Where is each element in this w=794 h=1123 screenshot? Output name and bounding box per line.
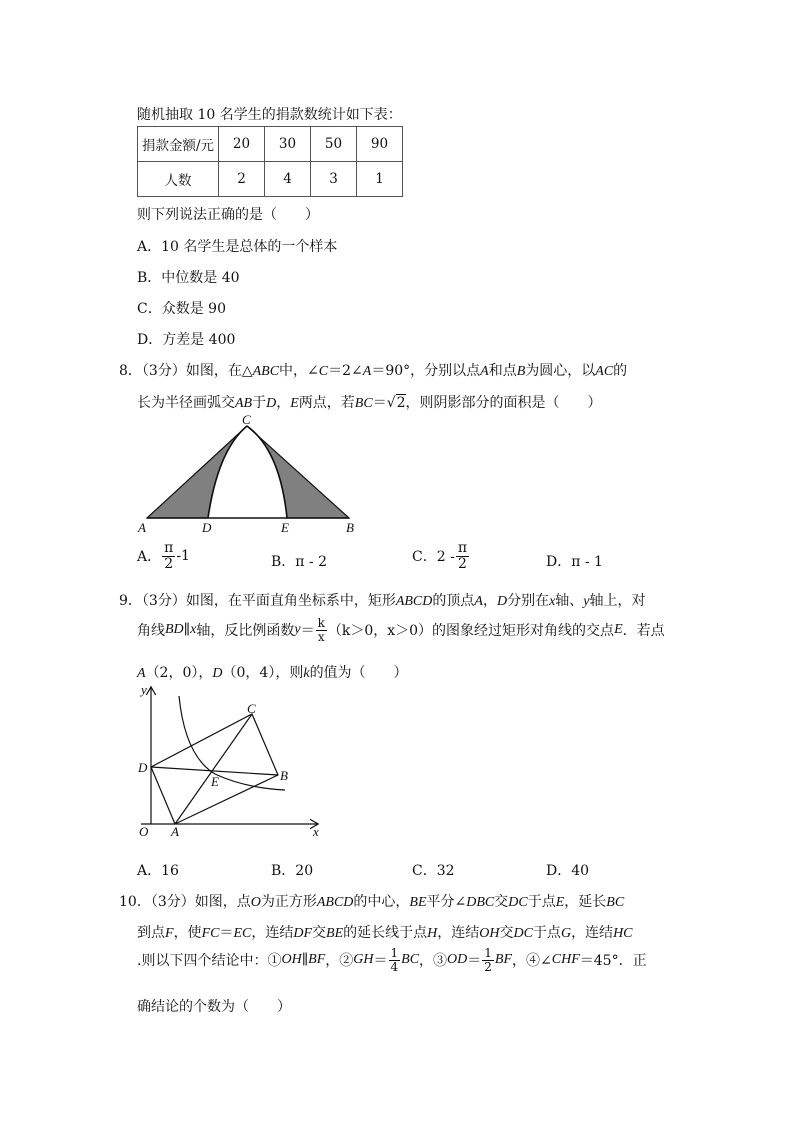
q8-option-c[interactable]: C．2 - $\frac{\pi}{2}$	[412, 540, 468, 572]
label-c: C	[247, 701, 256, 716]
label-x: x	[313, 824, 319, 839]
q10-line-2: 到点F，使FC＝EC，连结DF交BE的延长线于点H，连结OH交DC于点G，连结HC	[137, 925, 633, 941]
table-row	[138, 127, 403, 162]
q9-figure	[135, 682, 330, 842]
q9-option-b[interactable]: B．20	[271, 863, 314, 879]
table-cell: 1	[357, 162, 403, 197]
q9-option-c[interactable]: C．32	[412, 863, 455, 879]
table-cell: 2	[219, 162, 265, 197]
q7-option-b[interactable]: B．中位数是 40	[137, 270, 240, 286]
q7-intro: 随机抽取 10 名学生的捐款数统计如下表：	[137, 107, 402, 123]
donation-table	[137, 126, 403, 197]
label-a: A	[171, 824, 179, 839]
q8-option-d[interactable]: D．π - 1	[546, 554, 603, 570]
table-row	[138, 162, 403, 197]
q7-option-c[interactable]: C．众数是 90	[137, 301, 226, 317]
q7-option-a[interactable]: A．10 名学生是总体的一个样本	[137, 239, 338, 255]
label-e: E	[281, 520, 289, 535]
q8-line-2: 长为半径画弧交AB于D，E两点，若BC＝√2，则阴影部分的面积是（ ）	[137, 395, 602, 411]
shaded-region-right	[247, 426, 349, 518]
q9-line-3: A（2，0），D（0，4），则k的值为（ ）	[137, 665, 408, 681]
table-cell: 20	[219, 127, 265, 162]
table-cell: 4	[265, 162, 311, 197]
table-cell: 30	[265, 127, 311, 162]
table-cell: 90	[357, 127, 403, 162]
q9-line-1: 9．（3分）如图，在平面直角坐标系中，矩形ABCD的顶点A，D分别在x轴、y轴上，对	[119, 593, 646, 609]
q8-option-a[interactable]: A． $\frac{\pi}{2}$ -1	[137, 540, 190, 572]
q10-line-1: 10．（3分）如图，点O为正方形ABCD的中心，BE平分∠DBC交DC于点E，延长BC	[119, 894, 625, 910]
table-cell: 50	[311, 127, 357, 162]
table-header-count: 人数	[138, 162, 219, 197]
q8-option-b[interactable]: B．π - 2	[271, 554, 328, 570]
rectangle-abcd	[151, 714, 278, 824]
q9-option-a[interactable]: A．16	[137, 863, 179, 879]
label-b: B	[280, 768, 288, 783]
label-d: D	[202, 520, 212, 535]
label-b: B	[346, 520, 354, 535]
q8-line-1: 8．（3分）如图，在△ABC中，∠C＝2∠A＝90°，分别以点A和点B为圆心，以AC的	[119, 363, 628, 379]
table-header-amount: 捐款金额/元	[138, 127, 219, 162]
q9-option-d[interactable]: D．40	[546, 863, 590, 879]
q10-line-4: 确结论的个数为（ ）	[137, 999, 291, 1015]
table-cell: 3	[311, 162, 357, 197]
label-a: A	[138, 520, 146, 535]
label-e: E	[211, 774, 219, 789]
label-y: y	[141, 682, 147, 697]
q10-line-3: .则以下四个结论中：①OH∥BF，②GH＝ $\frac{1}{4}$ BC，③OD＝ $\frac{1}{2}$ BF，④∠CHF＝45°．正	[137, 946, 647, 974]
q7-option-d[interactable]: D．方差是 400	[137, 332, 236, 348]
q8-figure	[130, 414, 370, 539]
q9-line-2: 角线BD∥x轴，反比例函数y＝ $\frac{k}{x}$ （k＞0，x＞0）的图象经过矩形对角线的交点E．若点	[137, 616, 665, 644]
q7-question: 则下列说法正确的是（ ）	[137, 207, 319, 223]
label-c: C	[242, 414, 251, 427]
label-d: D	[138, 760, 148, 775]
label-o: O	[139, 824, 149, 839]
shaded-region-left	[147, 426, 247, 518]
